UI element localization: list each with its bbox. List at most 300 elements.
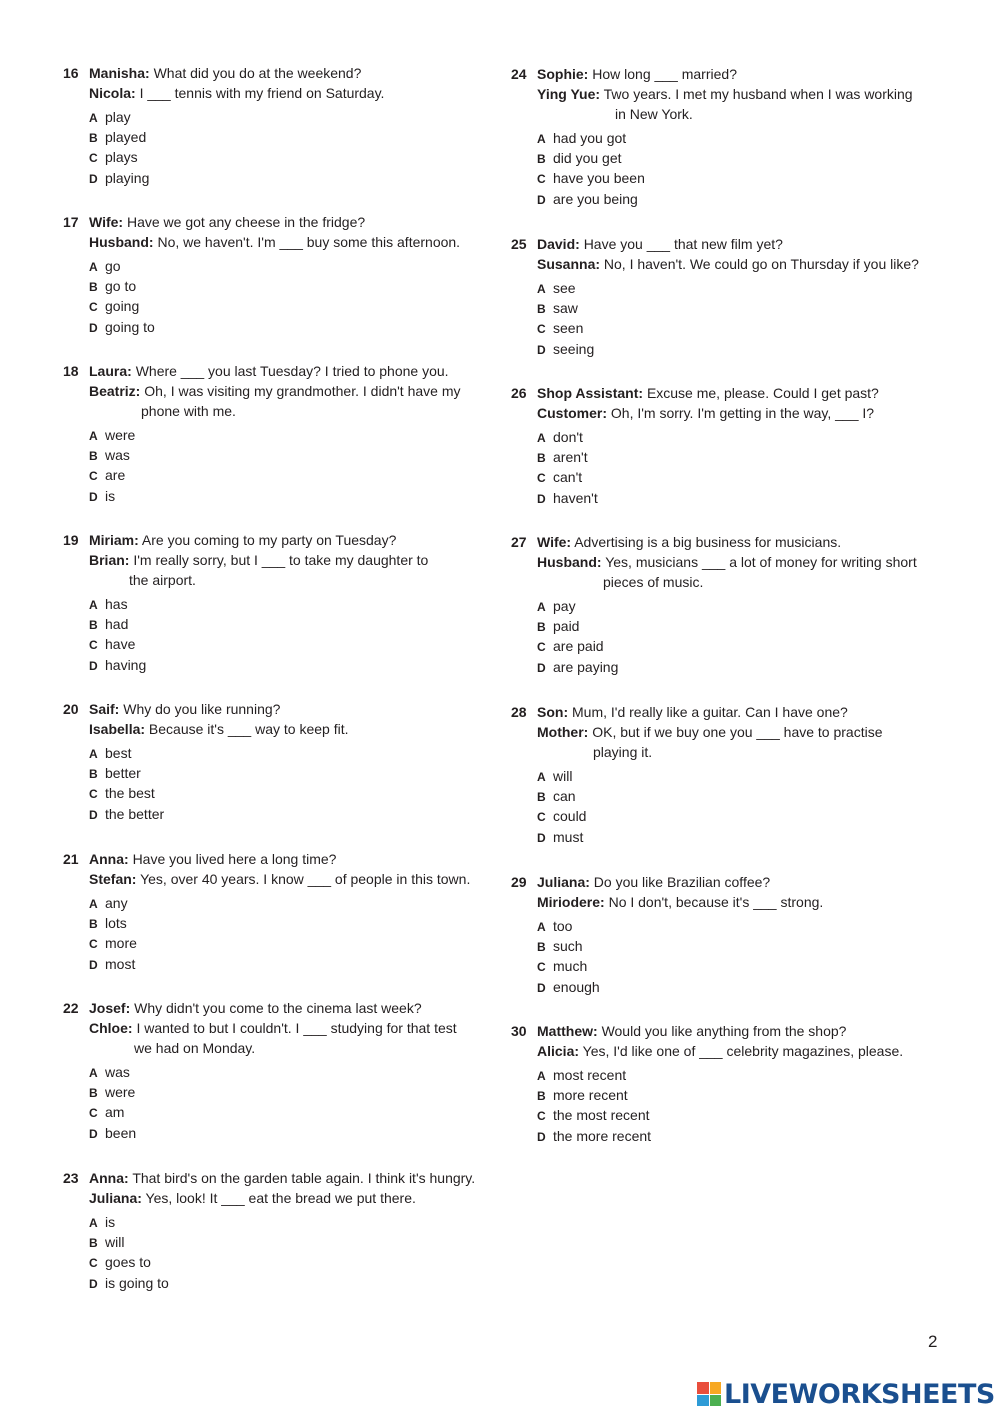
option-text: was <box>105 447 130 464</box>
answer-option-a[interactable] <box>89 1062 483 1082</box>
option-letter: C <box>537 322 546 337</box>
option-text: did you get <box>553 150 622 167</box>
answer-option-b[interactable] <box>89 614 483 634</box>
answer-option-c[interactable] <box>537 636 931 656</box>
question-number: 24 <box>511 66 527 82</box>
speaker-name: Husband: <box>537 554 602 570</box>
speaker-name: Alicia: <box>537 1043 580 1059</box>
dialogue-text: Why do you like running? <box>123 701 281 717</box>
dialogue-line <box>89 699 483 719</box>
option-text: can't <box>553 469 583 486</box>
option-text: must <box>553 828 584 845</box>
dialogue-text-continued: playing it. <box>593 744 653 760</box>
option-text: pay <box>553 598 576 614</box>
question-23 <box>63 1168 483 1293</box>
option-text: playing <box>105 169 150 186</box>
question-number: 20 <box>63 701 79 717</box>
dialogue-text: Oh, I was visiting my grandmother. I didn't have my <box>144 383 461 399</box>
speaker-name: Husband: <box>89 234 154 250</box>
dialogue-line <box>89 998 483 1018</box>
dialogue-line <box>89 232 483 252</box>
answer-options <box>537 916 931 997</box>
option-letter: A <box>537 431 546 445</box>
option-text: go to <box>105 278 137 295</box>
answer-options <box>537 766 931 847</box>
option-text: are you being <box>553 190 638 207</box>
option-text: plays <box>105 149 138 166</box>
question-number: 23 <box>63 1170 79 1186</box>
liveworksheets-icon <box>697 1382 721 1406</box>
speaker-name: Ying Yue: <box>537 86 601 102</box>
option-text: the best <box>105 785 155 802</box>
answer-option-a[interactable] <box>89 594 483 614</box>
dialogue-text: Mum, I'd really like a guitar. Can I have one? <box>572 704 848 720</box>
dialogue-text: I'm really sorry, but I ___ to take my daughter to <box>133 552 429 568</box>
answer-option-b[interactable] <box>537 616 931 636</box>
dialogue-text: Yes, look! It ___ eat the bread we put there. <box>145 1190 416 1206</box>
dialogue-text: Do you like Brazilian coffee? <box>593 874 771 890</box>
question-28 <box>511 702 931 847</box>
option-letter: B <box>537 790 546 805</box>
option-letter: A <box>89 747 98 761</box>
option-letter: C <box>537 172 546 187</box>
dialogue-text: Have you lived here a long time? <box>132 851 337 867</box>
question-number: 21 <box>63 851 79 867</box>
option-letter: A <box>537 132 546 146</box>
option-letter: B <box>537 1089 546 1104</box>
question-30 <box>511 1021 931 1146</box>
dialogue-text: Why didn't you come to the cinema last week? <box>134 1000 422 1016</box>
option-text: more recent <box>553 1087 628 1104</box>
answer-option-a[interactable] <box>537 128 931 148</box>
answer-option-c[interactable] <box>89 933 483 953</box>
option-text: are paid <box>553 638 604 655</box>
question-number: 17 <box>63 214 79 230</box>
question-number: 29 <box>511 874 527 890</box>
answer-options <box>89 893 483 974</box>
option-letter: A <box>537 282 546 296</box>
dialogue-text: No I don't, because it's ___ strong. <box>608 894 824 910</box>
page-number: 2 <box>928 1332 938 1351</box>
question-number: 28 <box>511 704 527 720</box>
answer-option-b[interactable] <box>89 763 483 783</box>
dialogue-line <box>537 403 931 423</box>
answer-option-b[interactable] <box>89 913 483 933</box>
question-29 <box>511 872 931 997</box>
option-text: lots <box>105 915 127 932</box>
option-text: going <box>105 298 140 315</box>
option-text: could <box>553 808 587 825</box>
answer-option-a[interactable] <box>537 1065 931 1085</box>
dialogue-line <box>537 84 931 124</box>
option-letter: A <box>89 598 98 612</box>
option-letter: B <box>89 618 98 633</box>
option-text: played <box>105 129 147 146</box>
answer-option-b[interactable] <box>537 936 931 956</box>
option-letter: C <box>89 1106 98 1121</box>
dialogue-line <box>537 702 931 722</box>
answer-option-a[interactable] <box>89 743 483 763</box>
dialogue-text: Where ___ you last Tuesday? I tried to phone you. <box>135 363 449 379</box>
option-letter: B <box>537 152 546 167</box>
dialogue-text: Yes, musicians ___ a lot of money for writing short <box>605 554 917 570</box>
option-letter: C <box>537 960 546 975</box>
dialogue-text: Are you coming to my party on Tuesday? <box>141 532 397 548</box>
dialogue-line <box>537 1021 931 1041</box>
speaker-name: Beatriz: <box>89 383 141 399</box>
answer-option-d[interactable] <box>537 1126 931 1146</box>
speaker-name: Brian: <box>89 552 130 568</box>
logo-square-4 <box>710 1395 722 1407</box>
option-text: will <box>105 1234 125 1251</box>
option-text: most <box>105 955 136 972</box>
option-text: the more recent <box>553 1127 652 1144</box>
answer-options <box>89 1062 483 1143</box>
option-letter: B <box>89 280 98 295</box>
answer-option-c[interactable] <box>537 318 931 338</box>
option-letter: C <box>89 638 98 653</box>
answer-option-a[interactable] <box>89 425 483 445</box>
question-number: 18 <box>63 363 79 379</box>
answer-option-b[interactable] <box>89 276 483 296</box>
option-letter: A <box>537 770 546 784</box>
answer-option-d[interactable] <box>537 977 931 997</box>
option-letter: D <box>537 342 546 357</box>
answer-options <box>89 594 483 675</box>
speaker-name: Wife: <box>537 534 572 550</box>
dialogue-text: Would you like anything from the shop? <box>601 1023 847 1039</box>
answer-option-c[interactable] <box>537 806 931 826</box>
question-number: 25 <box>511 236 527 252</box>
speaker-name: Laura: <box>89 363 132 379</box>
dialogue-text-continued: phone with me. <box>141 403 236 419</box>
option-text: too <box>553 918 573 934</box>
option-text: is <box>105 487 116 504</box>
option-letter: D <box>89 489 98 504</box>
dialogue-line <box>537 64 931 84</box>
question-number: 19 <box>63 532 79 548</box>
answer-option-b[interactable] <box>89 127 483 147</box>
option-text: are paying <box>553 658 619 675</box>
option-text: most recent <box>553 1067 627 1083</box>
dialogue-text: What did you do at the weekend? <box>153 65 362 81</box>
answer-option-a[interactable] <box>537 278 931 298</box>
option-text: had you got <box>553 130 627 146</box>
dialogue-text-continued: pieces of music. <box>603 574 704 590</box>
answer-option-d[interactable] <box>537 189 931 209</box>
question-18 <box>63 361 483 506</box>
option-letter: D <box>89 1126 98 1141</box>
answer-option-c[interactable] <box>537 956 931 976</box>
answer-options <box>89 1212 483 1293</box>
answer-option-a[interactable] <box>537 916 931 936</box>
answer-options <box>537 1065 931 1146</box>
option-letter: A <box>89 1216 98 1230</box>
option-letter: D <box>89 320 98 335</box>
question-number: 27 <box>511 534 527 550</box>
answer-options <box>537 596 931 677</box>
option-text: saw <box>553 300 578 317</box>
option-letter: B <box>537 302 546 317</box>
dialogue-text: Oh, I'm sorry. I'm getting in the way, ___ I? <box>610 405 875 421</box>
speaker-name: Mother: <box>537 724 589 740</box>
option-letter: A <box>89 111 98 125</box>
dialogue-text-continued: the airport. <box>129 572 196 588</box>
speaker-name: Son: <box>537 704 569 720</box>
option-letter: B <box>89 1086 98 1101</box>
answer-options <box>89 425 483 506</box>
dialogue-line <box>89 1188 483 1208</box>
speaker-name: Manisha: <box>89 65 150 81</box>
question-number: 26 <box>511 385 527 401</box>
answer-option-b[interactable] <box>537 298 931 318</box>
answer-option-d[interactable] <box>89 954 483 974</box>
answer-option-a[interactable] <box>89 107 483 127</box>
answer-option-c[interactable] <box>537 1105 931 1125</box>
answer-option-b[interactable] <box>89 1082 483 1102</box>
speaker-name: Matthew: <box>537 1023 598 1039</box>
speaker-name: Josef: <box>89 1000 131 1016</box>
dialogue-line <box>89 530 483 550</box>
answer-option-d[interactable] <box>89 655 483 675</box>
answer-option-a[interactable] <box>89 1212 483 1232</box>
answer-option-b[interactable] <box>89 1232 483 1252</box>
option-letter: D <box>89 807 98 822</box>
question-21 <box>63 849 483 974</box>
option-letter: B <box>89 449 98 464</box>
logo-text: LIVEWORKSHEETS <box>724 1378 995 1410</box>
dialogue-text: How long ___ married? <box>592 66 737 82</box>
dialogue-line <box>537 532 931 552</box>
answer-option-c[interactable] <box>89 465 483 485</box>
dialogue-line <box>537 254 931 274</box>
dialogue-line <box>89 869 483 889</box>
option-letter: D <box>537 830 546 845</box>
answer-options <box>537 278 931 359</box>
answer-option-b[interactable] <box>89 445 483 465</box>
dialogue-line <box>537 892 931 912</box>
dialogue-line <box>537 383 931 403</box>
option-letter: C <box>89 1256 98 1271</box>
answer-option-c[interactable] <box>89 634 483 654</box>
option-letter: A <box>89 1066 98 1080</box>
option-letter: D <box>89 1276 98 1291</box>
option-letter: C <box>537 810 546 825</box>
speaker-name: Sophie: <box>537 66 589 82</box>
option-letter: D <box>537 660 546 675</box>
speaker-name: Chloe: <box>89 1020 133 1036</box>
option-text: aren't <box>553 449 588 466</box>
answer-option-a[interactable] <box>537 427 931 447</box>
option-letter: C <box>89 937 98 952</box>
speaker-name: Saif: <box>89 701 120 717</box>
question-27 <box>511 532 931 677</box>
option-text: can <box>553 788 576 805</box>
liveworksheets-logo[interactable] <box>697 1377 995 1411</box>
option-text: had <box>105 616 129 633</box>
question-19 <box>63 530 483 675</box>
dialogue-text: Advertising is a big business for musicians. <box>574 534 842 550</box>
option-text: the most recent <box>553 1107 650 1124</box>
question-22 <box>63 998 483 1143</box>
speaker-name: Isabella: <box>89 721 146 737</box>
option-letter: C <box>89 469 98 484</box>
option-text: much <box>553 958 588 975</box>
answer-option-b[interactable] <box>537 1085 931 1105</box>
dialogue-text: Yes, over 40 years. I know ___ of people in this town. <box>140 871 471 887</box>
dialogue-line <box>537 872 931 892</box>
speaker-name: Shop Assistant: <box>537 385 644 401</box>
answer-option-a[interactable] <box>537 766 931 786</box>
answer-option-d[interactable] <box>89 1273 483 1293</box>
answer-option-c[interactable] <box>89 1252 483 1272</box>
answer-option-d[interactable] <box>537 488 931 508</box>
option-letter: D <box>89 658 98 673</box>
option-text: haven't <box>553 489 598 506</box>
option-letter: C <box>537 1109 546 1124</box>
answer-option-d[interactable] <box>89 1123 483 1143</box>
dialogue-line <box>537 1041 931 1061</box>
option-letter: A <box>89 429 98 443</box>
option-letter: B <box>537 940 546 955</box>
answer-option-d[interactable] <box>89 486 483 506</box>
answer-option-c[interactable] <box>89 783 483 803</box>
dialogue-text: Have we got any cheese in the fridge? <box>126 214 366 230</box>
speaker-name: Miriodere: <box>537 894 605 910</box>
option-letter: C <box>89 787 98 802</box>
speaker-name: Stefan: <box>89 871 137 887</box>
answer-option-c[interactable] <box>537 467 931 487</box>
option-letter: D <box>537 192 546 207</box>
option-letter: B <box>537 451 546 466</box>
option-text: don't <box>553 429 583 445</box>
speaker-name: Wife: <box>89 214 124 230</box>
speaker-name: Susanna: <box>537 256 601 272</box>
option-letter: C <box>537 471 546 486</box>
option-text: having <box>105 656 147 673</box>
speaker-name: Juliana: <box>537 874 590 890</box>
answer-option-d[interactable] <box>89 804 483 824</box>
answer-options <box>89 256 483 337</box>
option-text: are <box>105 467 126 484</box>
dialogue-text: No, I haven't. We could go on Thursday if you like? <box>603 256 919 272</box>
dialogue-text: Two years. I met my husband when I was working <box>603 86 913 102</box>
answer-option-b[interactable] <box>537 786 931 806</box>
option-text: more <box>105 935 137 952</box>
dialogue-line <box>89 849 483 869</box>
logo-square-1 <box>697 1382 709 1394</box>
option-letter: C <box>89 300 98 315</box>
answer-option-d[interactable] <box>537 827 931 847</box>
dialogue-text-continued: in New York. <box>615 106 693 122</box>
answer-option-c[interactable] <box>537 168 931 188</box>
answer-option-a[interactable] <box>89 256 483 276</box>
option-text: paid <box>553 618 580 635</box>
answer-option-c[interactable] <box>89 296 483 316</box>
dialogue-line <box>537 234 931 254</box>
speaker-name: Juliana: <box>89 1190 142 1206</box>
question-16 <box>63 63 483 188</box>
dialogue-text: I ___ tennis with my friend on Saturday. <box>139 85 385 101</box>
option-text: seeing <box>553 340 595 357</box>
dialogue-text: Excuse me, please. Could I get past? <box>646 385 879 401</box>
dialogue-line <box>89 1168 483 1188</box>
answer-option-a[interactable] <box>537 596 931 616</box>
answer-option-b[interactable] <box>537 447 931 467</box>
option-text: is going to <box>105 1274 169 1291</box>
option-letter: D <box>89 957 98 972</box>
option-text: have you been <box>553 170 645 187</box>
option-text: see <box>553 280 576 296</box>
dialogue-text-continued: we had on Monday. <box>134 1040 256 1056</box>
dialogue-line <box>89 719 483 739</box>
option-text: have <box>105 636 136 653</box>
option-text: was <box>105 1064 130 1080</box>
option-text: seen <box>553 320 584 337</box>
option-letter: B <box>89 917 98 932</box>
dialogue-line <box>89 212 483 232</box>
option-letter: A <box>89 260 98 274</box>
option-letter: B <box>537 620 546 635</box>
option-letter: D <box>89 171 98 186</box>
answer-option-c[interactable] <box>89 1102 483 1122</box>
option-text: am <box>105 1104 125 1121</box>
option-text: best <box>105 745 132 761</box>
option-text: enough <box>553 978 600 995</box>
answer-option-d[interactable] <box>537 657 931 677</box>
speaker-name: Anna: <box>89 1170 129 1186</box>
option-letter: A <box>89 897 98 911</box>
dialogue-text: Have you ___ that new film yet? <box>583 236 783 252</box>
dialogue-line <box>537 552 931 592</box>
dialogue-line <box>537 722 931 762</box>
dialogue-line <box>89 381 483 421</box>
answer-option-d[interactable] <box>89 317 483 337</box>
answer-options <box>537 427 931 508</box>
answer-option-d[interactable] <box>537 339 931 359</box>
dialogue-line <box>89 550 483 590</box>
speaker-name: Miriam: <box>89 532 139 548</box>
option-text: go <box>105 258 121 274</box>
answer-option-d[interactable] <box>89 168 483 188</box>
question-number: 30 <box>511 1023 527 1039</box>
dialogue-line <box>89 83 483 103</box>
option-text: were <box>105 1084 136 1101</box>
dialogue-line <box>89 1018 483 1058</box>
question-24 <box>511 64 931 209</box>
dialogue-text: No, we haven't. I'm ___ buy some this afternoon. <box>157 234 461 250</box>
option-letter: C <box>537 640 546 655</box>
option-text: will <box>553 768 573 784</box>
option-letter: A <box>537 1069 546 1083</box>
answer-option-b[interactable] <box>537 148 931 168</box>
option-text: were <box>105 427 136 443</box>
option-text: play <box>105 109 131 125</box>
answer-options <box>537 128 931 209</box>
question-number: 22 <box>63 1000 79 1016</box>
option-text: been <box>105 1124 137 1141</box>
dialogue-line <box>89 63 483 83</box>
answer-option-c[interactable] <box>89 147 483 167</box>
answer-option-a[interactable] <box>89 893 483 913</box>
answer-options <box>89 107 483 188</box>
speaker-name: David: <box>537 236 580 252</box>
option-letter: D <box>537 491 546 506</box>
option-letter: D <box>537 1129 546 1144</box>
speaker-name: Anna: <box>89 851 129 867</box>
option-text: such <box>553 938 583 955</box>
answer-options <box>89 743 483 824</box>
